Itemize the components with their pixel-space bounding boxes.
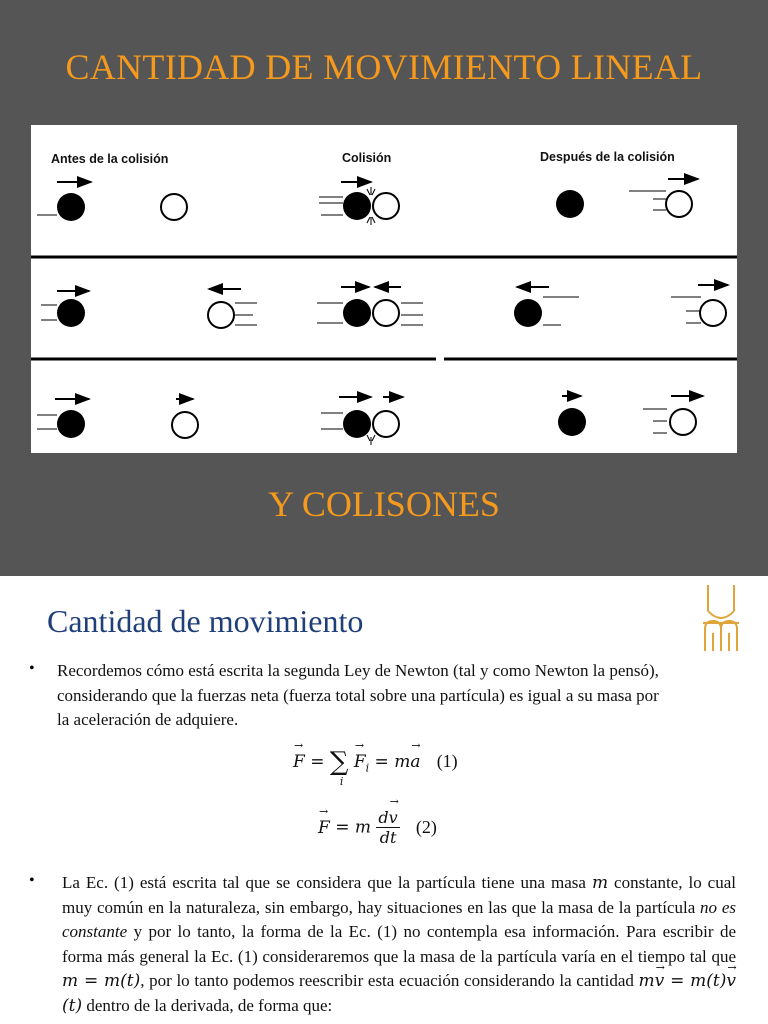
equation-1: → F = ∑ i → $F_i = m\to a$ (1) — [293, 744, 458, 774]
math-m-of-t: m = m(t) — [62, 971, 141, 991]
light-ball — [373, 193, 399, 219]
light-ball — [172, 412, 198, 438]
slide-subtitle: Y COLISONES — [268, 484, 500, 524]
equation-1-number: (1) — [436, 751, 458, 771]
math-m: m — [591, 873, 609, 893]
dark-ball — [558, 408, 586, 436]
dark-ball — [556, 190, 584, 218]
dark-ball — [343, 192, 371, 220]
label-after: Después de la colisión — [540, 150, 675, 164]
dark-ball — [57, 193, 85, 221]
paragraph-2-text: y por lo tanto, la forma de la Ec. (1) no contempla esa información. Para escribir de forma más general la Ec. (1) consideraremos que la masa de la partícula varía en el tiempo tal que — [62, 922, 736, 966]
math-momentum: m→ v = m(t)→ v(t) — [62, 971, 736, 1016]
paragraph-2-text: , por lo tanto podemos reescribir esta ecuación considerando la cantidad — [140, 971, 639, 990]
paragraph-2-italic: no es constante — [62, 897, 736, 941]
equation-2-number: (2) — [415, 817, 437, 837]
slide-title: CANTIDAD DE MOVIMIENTO LINEAL — [65, 47, 703, 87]
row-1 — [37, 179, 698, 225]
light-ball — [161, 194, 187, 220]
paragraph-2-text: dentro de la derivada, de forma que: — [82, 995, 333, 1015]
light-ball — [373, 411, 399, 437]
light-ball — [208, 302, 234, 328]
row-2 — [41, 285, 728, 328]
paragraph-2-text: La Ec. (1) está escrita tal que se considera que la partícula tiene una masa — [62, 873, 592, 892]
collision-diagram — [31, 125, 737, 453]
label-before: Antes de la colisión — [51, 152, 169, 166]
institution-logo-icon — [702, 581, 740, 653]
paragraph-2-text: constante, lo cual muy común en la naturaleza, sin embargo, hay situaciones en las que la masa de la partícula — [62, 873, 736, 917]
content-slide — [0, 576, 768, 1024]
dark-ball — [57, 299, 85, 327]
paragraph-1-line: la aceleración de adquiere. — [57, 710, 239, 729]
dark-ball — [57, 410, 85, 438]
section-title: Cantidad de movimiento — [47, 603, 364, 639]
bullet-dot: • — [29, 872, 35, 889]
paragraph-2 — [62, 871, 736, 1018]
equation-2: → F = m $\frac{d\to v}{dt}$ (2) — [318, 808, 437, 847]
paragraph-1 — [57, 659, 735, 733]
light-ball — [373, 300, 399, 326]
light-ball — [666, 191, 692, 217]
light-ball — [700, 300, 726, 326]
dark-ball — [343, 410, 371, 438]
dark-ball — [343, 299, 371, 327]
light-ball — [670, 409, 696, 435]
paragraph-1-line: Recordemos cómo está escrita la segunda Ley de Newton (tal y como Newton la pensó), — [57, 661, 659, 680]
collision-diagram-svg — [31, 125, 737, 453]
bullet-dot: • — [29, 660, 35, 677]
paragraph-1-line: considerando que la fuerzas neta (fuerza total sobre una partícula) es igual a su masa por — [57, 685, 659, 705]
dark-ball — [514, 299, 542, 327]
label-collision: Colisión — [342, 151, 392, 165]
row-3 — [37, 396, 703, 445]
